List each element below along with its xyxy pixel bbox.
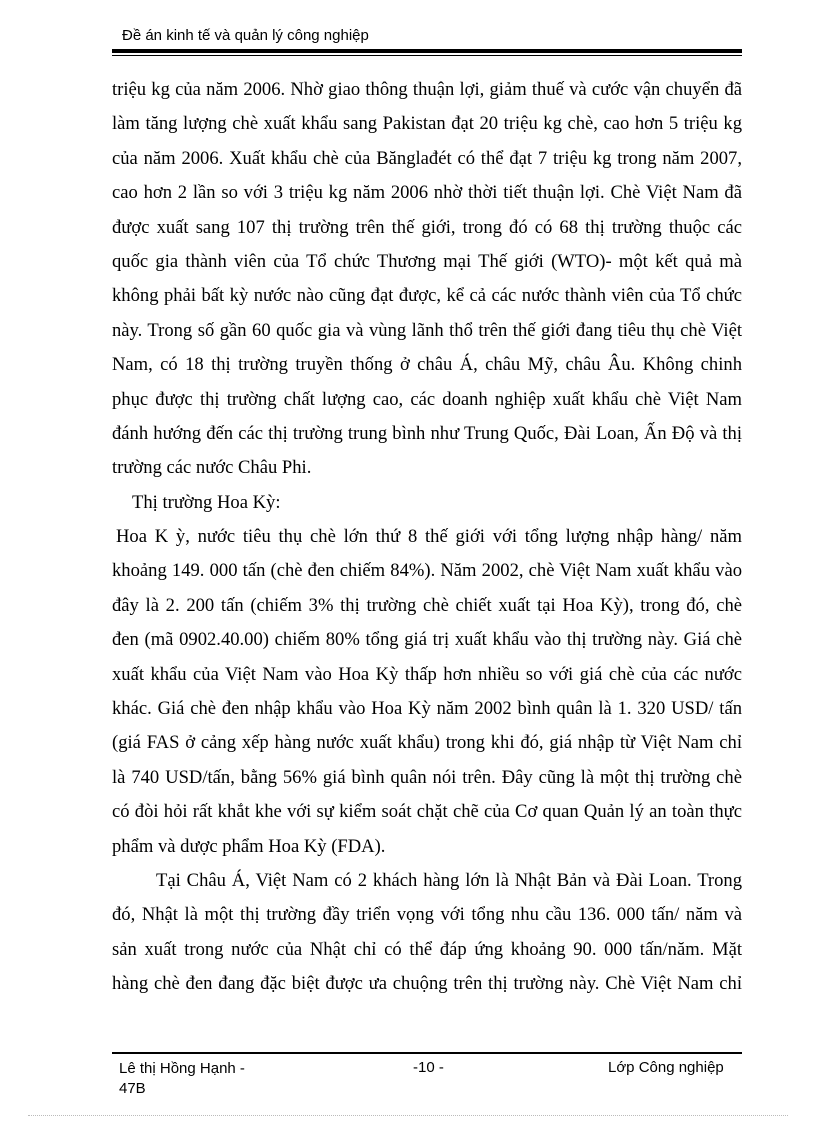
paragraph-line: hàng chè đen đang đặc biệt được ưa chuộng trên thị trường này. Chè Việt Nam chỉ (112, 973, 742, 995)
header-rule-thin (112, 55, 742, 56)
paragraph-line: Nam, có 18 thị trường truyền thống ở châu Á, châu Mỹ, châu Âu. Không chinh (112, 354, 742, 376)
paragraph-line: cao hơn 2 lần so với 3 triệu kg năm 2006 nhờ thời tiết thuận lợi. Chè Việt Nam đã (112, 182, 742, 204)
paragraph-line: trường các nước Châu Phi. (112, 457, 312, 479)
paragraph-line: (giá FAS ở cảng xếp hàng nước xuất khẩu) trong khi đó, giá nhập từ Việt Nam chỉ (112, 732, 742, 754)
document-body (112, 73, 742, 1002)
paragraph-line: đây là 2. 200 tấn (chiếm 3% thị trường chè chiết xuất tại Hoa Kỳ), trong đó, chè (112, 594, 742, 616)
section-heading: Thị trường Hoa Kỳ: (132, 491, 281, 513)
paragraph-line: xuất khẩu của Việt Nam vào Hoa Kỳ thấp hơn nhiều so với giá chè của các nước (112, 663, 742, 685)
header-rule-thick (112, 49, 742, 53)
paragraph-line: làm tăng lượng chè xuất khẩu sang Pakistan đạt 20 triệu kg chè, cao hơn 5 triệu kg (112, 113, 742, 135)
paragraph-line: khoảng 149. 000 tấn (chè đen chiếm 84%). Năm 2002, chè Việt Nam xuất khẩu vào (112, 560, 742, 582)
paragraph-line: quốc gia thành viên của Tổ chức Thương mại Thế giới (WTO)- một kết quả mà (112, 250, 742, 272)
paragraph-line: của năm 2006. Xuất khẩu chè của Bănglađét có thể đạt 7 triệu kg trong năm 2007, (112, 147, 742, 169)
footer-rule (112, 1052, 742, 1054)
paragraph-line: là 740 USD/tấn, bằng 56% giá bình quân nói trên. Đây cũng là một thị trường chè (112, 766, 742, 788)
paragraph-line: đen (mã 0902.40.00) chiếm 80% tổng giá trị xuất khẩu vào thị trường này. Giá chè (112, 629, 742, 651)
page-header-title: Đề án kinh tế và quản lý công nghiệp (122, 27, 369, 44)
paragraph-line: có đòi hỏi rất khắt khe với sự kiểm soát chặt chẽ của Cơ quan Quản lý an toàn thực (112, 801, 742, 823)
footer-class-name: Lớp Công nghiệp (608, 1059, 724, 1076)
paragraph-line: Hoa K ỳ, nước tiêu thụ chè lớn thứ 8 thế giới với tổng lượng nhập hàng/ năm (116, 526, 742, 548)
footer-author-name: Lê thị Hồng Hạnh - (119, 1060, 245, 1077)
paragraph-line: khác. Giá chè đen nhập khẩu vào Hoa Kỳ năm 2002 bình quân là 1. 320 USD/ tấn (112, 698, 742, 720)
paragraph-line: đó, Nhật là một thị trường đầy triển vọng với tổng nhu cầu 136. 000 tấn/ năm và (112, 904, 742, 926)
paragraph-line: không phải bất kỳ nước nào cũng đạt được, kể cả các nước thành viên của Tổ chức (112, 285, 742, 307)
footer-author-class: 47B (119, 1080, 146, 1097)
paragraph-line: phục được thị trường chất lượng cao, các doanh nghiệp xuất khẩu chè Việt Nam (112, 388, 742, 410)
paragraph-line: Tại Châu Á, Việt Nam có 2 khách hàng lớn là Nhật Bản và Đài Loan. Trong (156, 869, 742, 891)
paragraph-line: phẩm và dược phẩm Hoa Kỳ (FDA). (112, 835, 386, 857)
page-number: -10 - (413, 1059, 444, 1076)
paragraph-line: sản xuất trong nước của Nhật chỉ có thể đáp ứng khoảng 90. 000 tấn/năm. Mặt (112, 938, 742, 960)
page-edge-dotted-line (28, 1115, 788, 1116)
footer-author (119, 1059, 245, 1099)
paragraph-line: này. Trong số gần 60 quốc gia và vùng lãnh thổ trên thế giới đang tiêu thụ chè Việt (112, 319, 742, 341)
paragraph-line: triệu kg của năm 2006. Nhờ giao thông thuận lợi, giảm thuế và cước vận chuyển đã (112, 79, 742, 100)
paragraph-line: đánh hướng đến các thị trường trung bình như Trung Quốc, Đài Loan, Ấn Độ và thị (112, 422, 742, 444)
paragraph-line: được xuất sang 107 thị trường trên thế giới, trong đó có 68 thị trường thuộc các (112, 216, 742, 238)
